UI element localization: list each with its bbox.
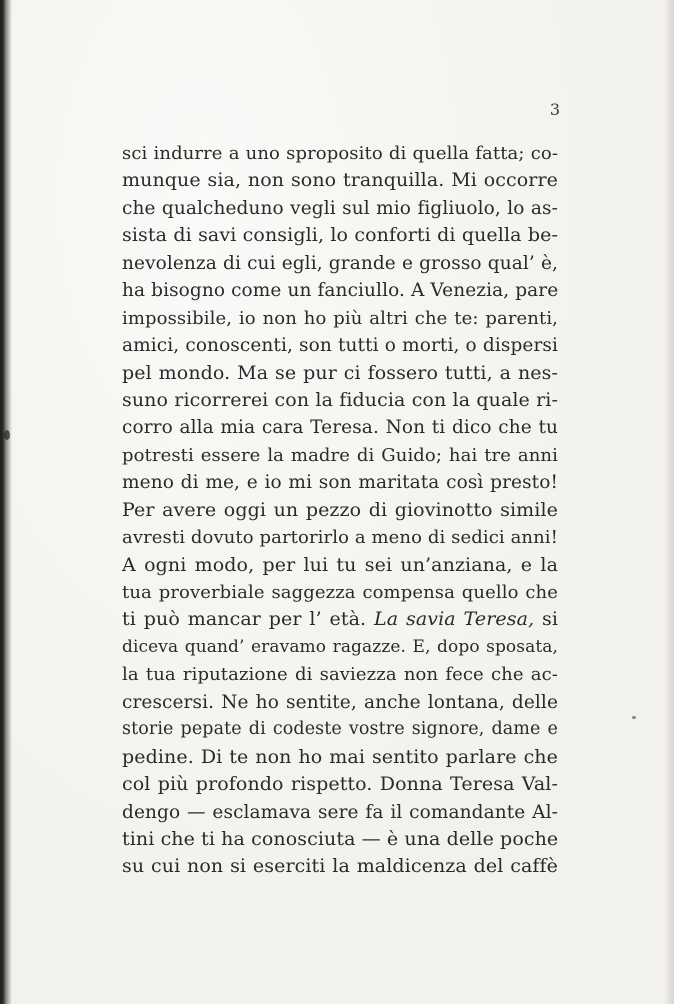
text-line: su cui non si eserciti la maldicenza del caffè: [122, 855, 558, 878]
text-line: munque sia, non sono tranquilla. Mi occorre: [122, 169, 558, 192]
text-line: tini che ti ha conosciuta — è una delle poche: [122, 827, 559, 850]
ink-speck: [632, 716, 636, 719]
text-line: potresti essere la madre di Guido; hai tre anni: [122, 444, 558, 466]
text-line: pedine. Di te non ho mai sentito parlare che: [122, 745, 558, 768]
page-right-edge: [664, 0, 674, 1004]
text-line: ha bisogno come un fanciullo. A Venezia, pare: [122, 280, 559, 302]
text-line: suno ricorrerei con la fiducia con la quale ri-: [122, 388, 558, 411]
text-line: che qualcheduno vegli sul mio figliuolo, lo as-: [122, 197, 558, 219]
text-line: dengo — esclamava sere fa il comandante Al-: [122, 801, 558, 823]
binding-edge: [0, 0, 12, 1004]
text-segment: ti può mancar per l’ età.: [122, 608, 375, 631]
text-line: diceva quand’ eravamo ragazze. E, dopo sposata,: [122, 636, 558, 657]
text-line: pel mondo. Ma se pur ci fossero tutti, a nes-: [122, 361, 558, 384]
text-line: Per avere oggi un pezzo di giovinotto simile: [122, 498, 558, 521]
text-line: la tua riputazione di saviezza non fece che ac-: [122, 664, 558, 686]
body-text: [122, 140, 558, 881]
italic-phrase: La savia Teresa,: [374, 608, 535, 631]
text-line: nevolenza di cui egli, grande e grosso qual’ è,: [122, 252, 558, 274]
text-line: sista di savi consigli, lo conforti di quella be-: [122, 224, 558, 247]
text-line: amici, conoscenti, son tutti o morti, o dispersi: [122, 335, 558, 357]
page-number: 3: [549, 100, 560, 119]
text-line: meno di me, e io mi son maritata così presto!: [122, 472, 558, 494]
text-line: A ogni modo, per lui tu sei un’anziana, e la: [122, 553, 558, 576]
ink-speck: [4, 430, 10, 440]
text-segment: si: [534, 608, 558, 631]
text-line: col più profondo rispetto. Donna Teresa Val-: [122, 773, 558, 796]
text-line: corro alla mia cara Teresa. Non ti dico che tu: [122, 417, 558, 439]
text-line-with-italic: [122, 606, 558, 633]
text-line: impossibile, io non ho più altri che te: parenti,: [122, 307, 558, 329]
text-line: avresti dovuto partorirlo a meno di sedici anni!: [122, 527, 558, 549]
text-line: tua proverbiale saggezza compensa quello che: [122, 582, 558, 603]
text-line: crescersi. Ne ho sentite, anche lontana, delle: [122, 691, 558, 713]
text-line: storie pepate di codeste vostre signore, dame e: [122, 719, 558, 740]
text-line: sci indurre a uno sproposito di quella fatta; co-: [122, 143, 558, 164]
